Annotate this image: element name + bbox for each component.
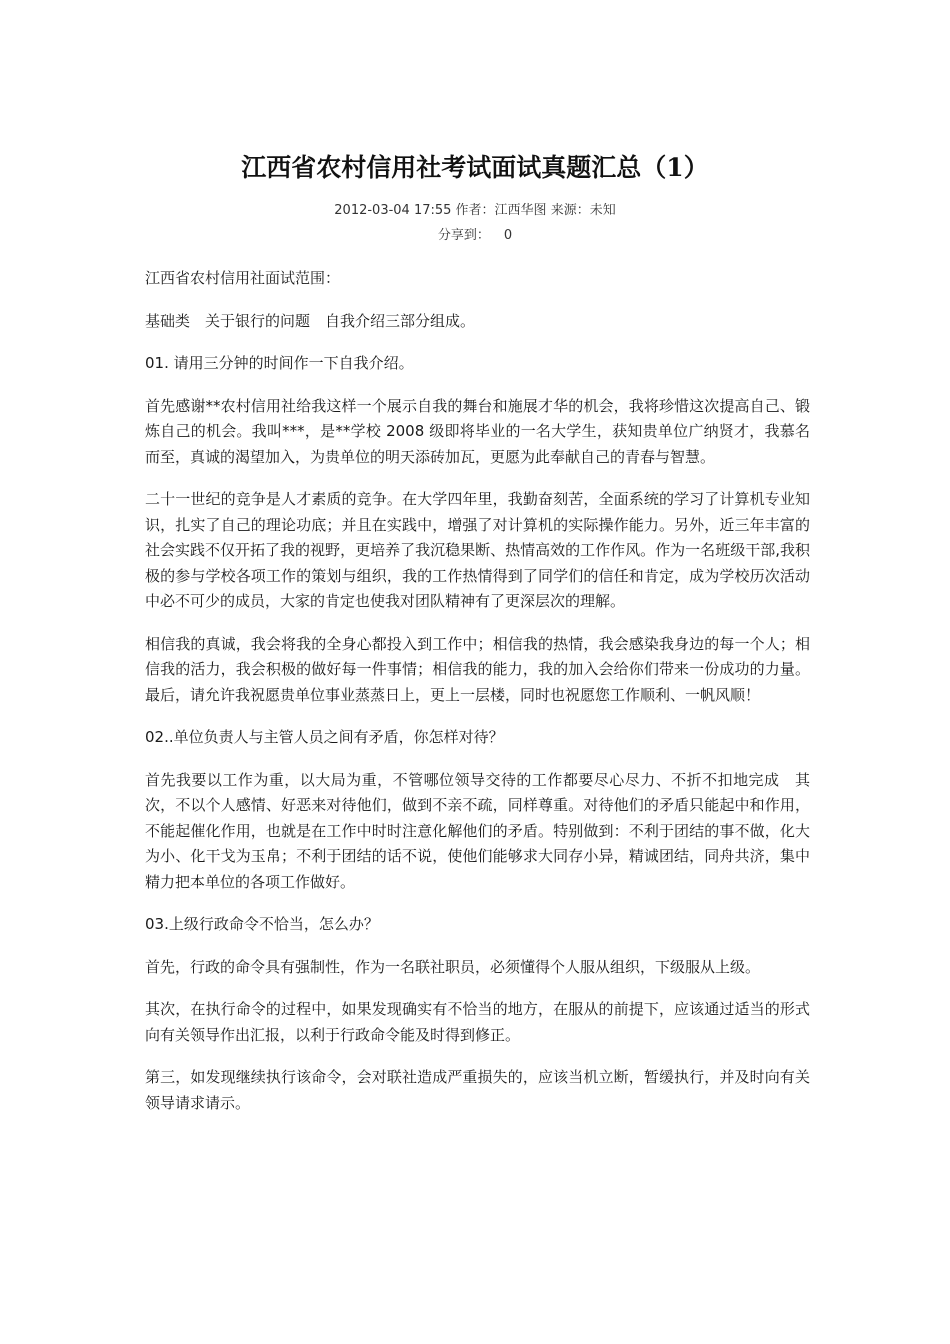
share-count: 0 xyxy=(503,228,513,243)
question-03: 03.上级行政命令不恰当，怎么办？ xyxy=(145,915,379,933)
paragraph-categories: 基础类 关于银行的问题 自我介绍三部分组成。 xyxy=(145,311,476,330)
paragraph-scope: 江西省农村信用社面试范围： xyxy=(145,269,341,287)
answer-01-part-2: 二十一世纪的竞争是人才素质的竞争。在大学四年里，我勤奋刻苦，全面系统的学习了计算机专业知识，扎实了自己的理论功底；并且在实践中，增强了对计算机的实际操作能力。另外，近三年丰富的社会实践不仅开拓了我的视野，更培养了我沉稳果断、热情高效的工作作风。作为一名班级干部,我积极的参与学校各项工作的策划与组织，我的工作热情得到了同学们的信任和肯定，成为学校历次活动中必不可少的成员，大家的肯定也使我对团队精神有了更深层次的理解。 xyxy=(145,490,810,610)
question-01: 01. 请用三分钟的时间作一下自我介绍。 xyxy=(145,354,414,372)
share-bar xyxy=(0,227,950,245)
answer-03-part-2: 其次，在执行命令的过程中，如果发现确实有不恰当的地方，在服从的前提下，应该通过适当的形式向有关领导作出汇报，以利于行政命令能及时得到修正。 xyxy=(145,1000,810,1044)
answer-01-part-3: 相信我的真诚，我会将我的全身心都投入到工作中；相信我的热情，我会感染我身边的每一个人；相信我的活力，我会积极的做好每一件事情；相信我的能力，我的加入会给你们带来一份成功的力量。最后，请允许我祝愿贵单位事业蒸蒸日上，更上一层楼，同时也祝愿您工作顺利、一帆风顺！ xyxy=(145,634,810,704)
share-label: 分享到： xyxy=(437,228,490,243)
answer-03-part-3: 第三，如发现继续执行该命令，会对联社造成严重损失的，应该当机立断，暂缓执行，并及时向有关领导请求请示。 xyxy=(145,1068,810,1112)
answer-02: 首先我要以工作为重，以大局为重，不管哪位领导交待的工作都要尽心尽力、不折不扣地完成 其次，不以个人感情、好恶来对待他们，做到不亲不疏，同样尊重。对待他们的矛盾只能起中和作用，不能起催化作用，也就是在工作中时时注意化解他们的矛盾。特别做到：不利于团结的事不做，化大为小、化干戈为玉帛；不利于团结的话不说，使他们能够求大同存小异，精诚团结，同舟共济，集中精力把本单位的各项工作做好。 xyxy=(145,770,810,891)
article-meta: 2012-03-04 17:55 作者：江西华图 来源：未知 xyxy=(334,203,616,218)
question-02: 02..单位负责人与主管人员之间有矛盾，你怎样对待？ xyxy=(145,728,504,746)
article-title: 江西省农村信用社考试面试真题汇总（1） xyxy=(241,153,709,182)
answer-03-part-1: 首先，行政的命令具有强制性，作为一名联社职员，必须懂得个人服从组织，下级服从上级。 xyxy=(145,957,761,976)
article-body xyxy=(145,266,810,1133)
answer-01-part-1: 首先感谢**农村信用社给我这样一个展示自我的舞台和施展才华的机会，我将珍惜这次提高自己、锻炼自己的机会。我叫***，是**学校 2008 级即将毕业的一名大学生，获知贵单位广纳贤才，我慕名而至，真诚的渴望加入，为贵单位的明天添砖加瓦，更愿为此奉献自己的青春与智慧。 xyxy=(145,396,810,466)
